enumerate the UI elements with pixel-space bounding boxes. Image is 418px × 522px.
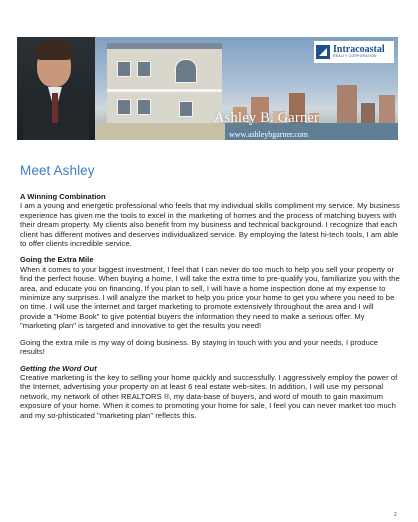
section-winning-combination xyxy=(20,192,400,248)
company-logo: Intracoastal REALTY CORPORATION xyxy=(314,41,394,63)
section-paragraph: Going the extra mile is my way of doing business. By staying in touch with you and your needs, I produce results! xyxy=(20,337,379,357)
section-heading: Getting the Word Out xyxy=(20,363,97,373)
agent-portrait xyxy=(17,37,95,140)
section-heading: Going the Extra Mile xyxy=(20,255,94,265)
page-number: 2 xyxy=(394,512,397,518)
section-paragraph: Creative marketing is the key to selling your home quickly and successfully. I aggressively employ the power of the Internet, advertising your property on at least 6 real estate web-sites. In addition, I will use my personal network, my network of other REALTORS ®, my data-base of buyers, and word of mouth to gain maximum exposure of your home. When it comes to promoting your home for sale, I feel you can never market too much and my so-phisticated "marketing plan" reflects this. xyxy=(20,372,398,420)
section-paragraph: I am a young and energetic professional who feels that my individual skills compliment my service. My business experience has given me the tools to excel in the marketing of homes and the process of matching buyers with their dream property. My clients also benefit from my business and technical background. I recognize that each client has different motives and deserves individualized service. By employing the latest hi-tech tools, I am able to offer clients incredible service. xyxy=(20,201,400,249)
agent-name: Ashley B. Garner xyxy=(214,110,320,126)
section-extra-mile xyxy=(20,255,400,356)
section-heading: A Winning Combination xyxy=(20,192,106,201)
beach-house-image xyxy=(107,43,222,131)
website-url: www.ashleybgarner.com xyxy=(229,130,309,139)
header-banner xyxy=(17,37,398,140)
page-title: Meet Ashley xyxy=(20,163,95,178)
section-paragraph: When it comes to your biggest investment, I feel that I can never do too much to help you sell your property or find the perfect house. When buying a home, I will take the extra time to pre-qualify you, familiarize you with the area, and educate you on financing. If you plan to sell, I will have a home inspection done at my expense to minimize any surprises. I will analyze the market to help you price your home to get you where you need to be on time. I will use the internet and target marketing to promote extensively throughout the area and I will provide a "Home Book" to give potential buyers the information they need to make a serious offer. My "marketing plan" is targeted and innovative to get the results you need! xyxy=(20,264,400,331)
logo-icon xyxy=(316,45,330,59)
section-word-out xyxy=(20,364,400,420)
page-content xyxy=(20,163,400,423)
